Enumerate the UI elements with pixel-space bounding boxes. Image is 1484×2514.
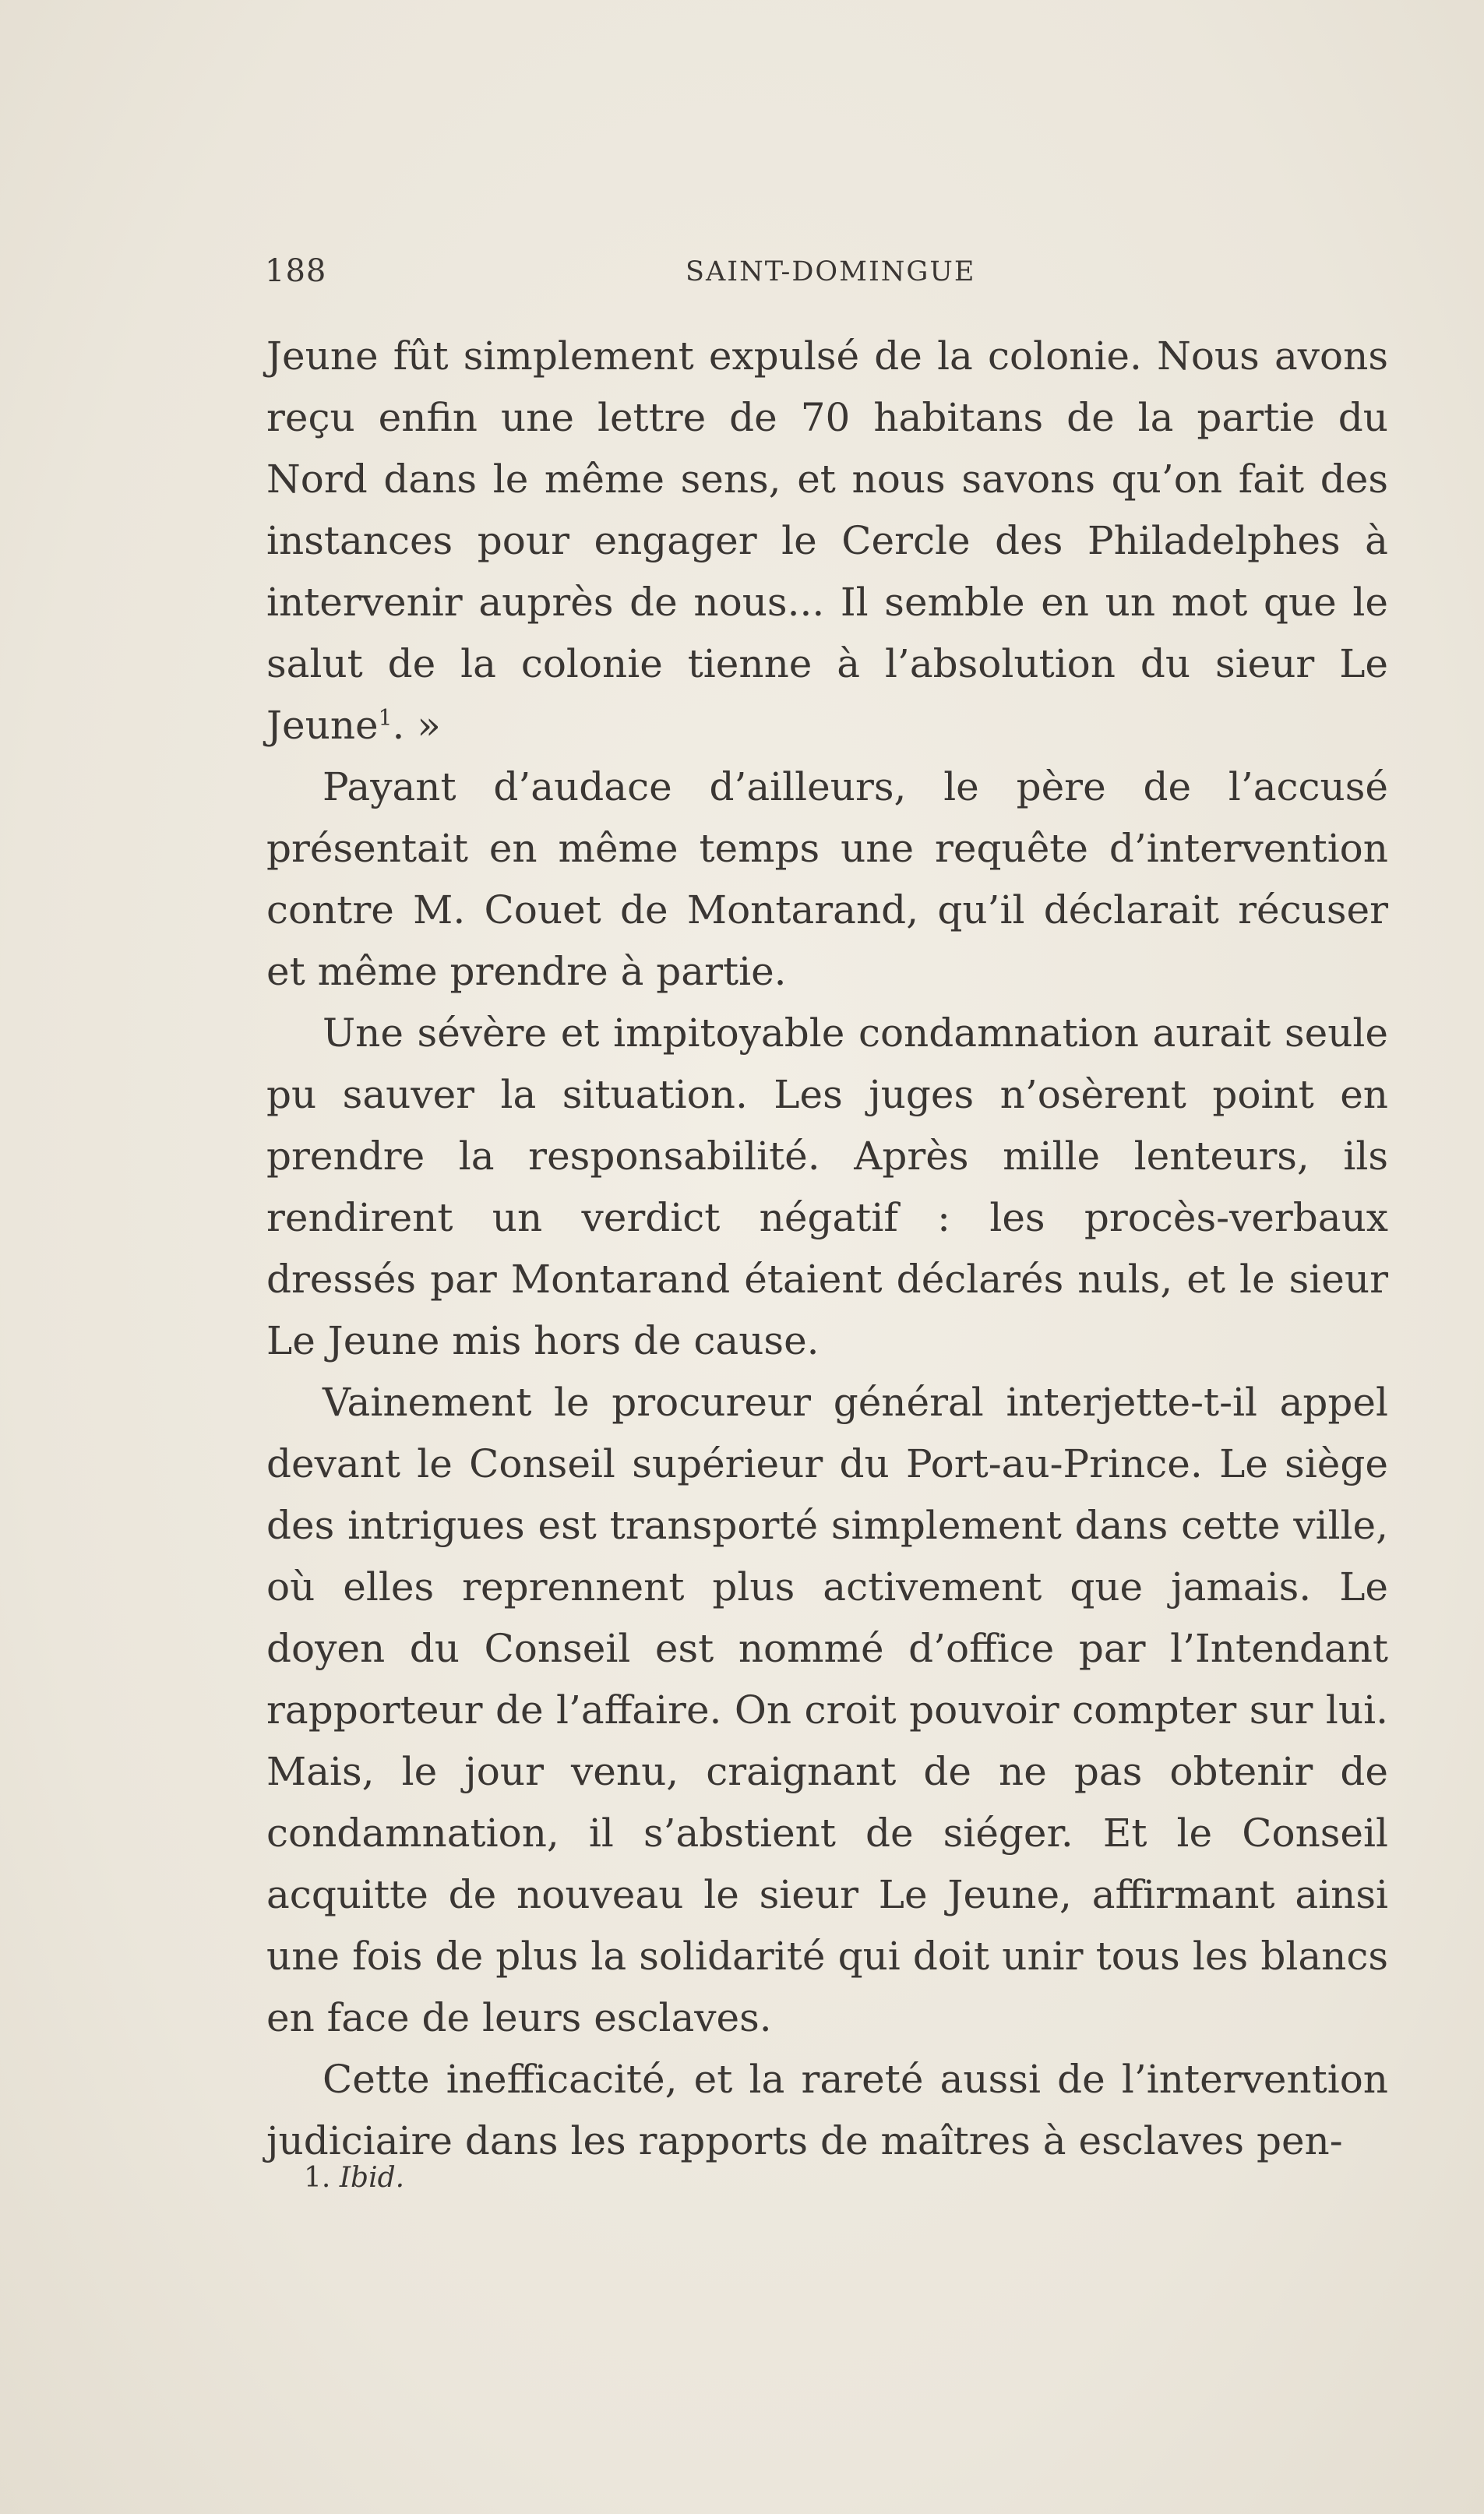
paragraph-4: Vainement le procureur général interjette-t-il appel devant le Conseil supérieur du Port-au-Prince. Le siège des intrigues est transporté simplement dans cette ville, où elles reprennent plus activement que jamais. Le doyen du Conseil est nommé d’office par l’Intendant rapporteur de l’affaire. On croit pouvoir compter sur lui. Mais, le jour venu, craignant de ne pas obtenir de condamnation, il s’abstient de siéger. Et le Conseil acquitte de nouveau le sieur Le Jeune, affirmant ainsi une fois de plus la solidarité qui doit unir tous les blancs en face de leurs esclaves. (266, 1380, 1388, 2040)
page-number: 188 (265, 253, 327, 289)
footnote (304, 2162, 404, 2194)
paragraph-1-tail: . » (392, 703, 441, 748)
paragraph-1 (266, 326, 1388, 756)
footnote-reference: 1 (378, 704, 393, 731)
paragraph-1-text: Jeune fût simplement expulsé de la colonie. Nous avons reçu enfin une lettre de 70 habitans de la partie du Nord dans le même sens, et nous savons qu’on fait des instances pour engager le Cercle des Philadelphes à intervenir auprès de nous... Il semble en un mot que le salut de la colonie tienne à l’absolution du sieur Le Jeune (266, 333, 1388, 748)
footnote-text: Ibid. (339, 2162, 405, 2194)
paragraph-5: Cette inefficacité, et la rareté aussi de l’intervention judiciaire dans les rapports de maîtres à esclaves pen- (266, 2057, 1388, 2163)
running-head (265, 253, 1387, 300)
running-title: SAINT-DOMINGUE (686, 256, 976, 287)
body-text (266, 326, 1388, 2172)
paragraph-2: Payant d’audace d’ailleurs, le père de l’accusé présentait en même temps une requête d’intervention contre M. Couet de Montarand, qu’il déclarait récuser et même prendre à partie. (266, 764, 1388, 994)
footnote-number: 1. (304, 2162, 331, 2194)
paragraph-3: Une sévère et impitoyable condamnation aurait seule pu sauver la situation. Les juges n’osèrent point en prendre la responsabilité. Après mille lenteurs, ils rendirent un verdict négatif : les procès-verbaux dressés par Montarand étaient déclarés nuls, et le sieur Le Jeune mis hors de cause. (266, 1010, 1388, 1363)
